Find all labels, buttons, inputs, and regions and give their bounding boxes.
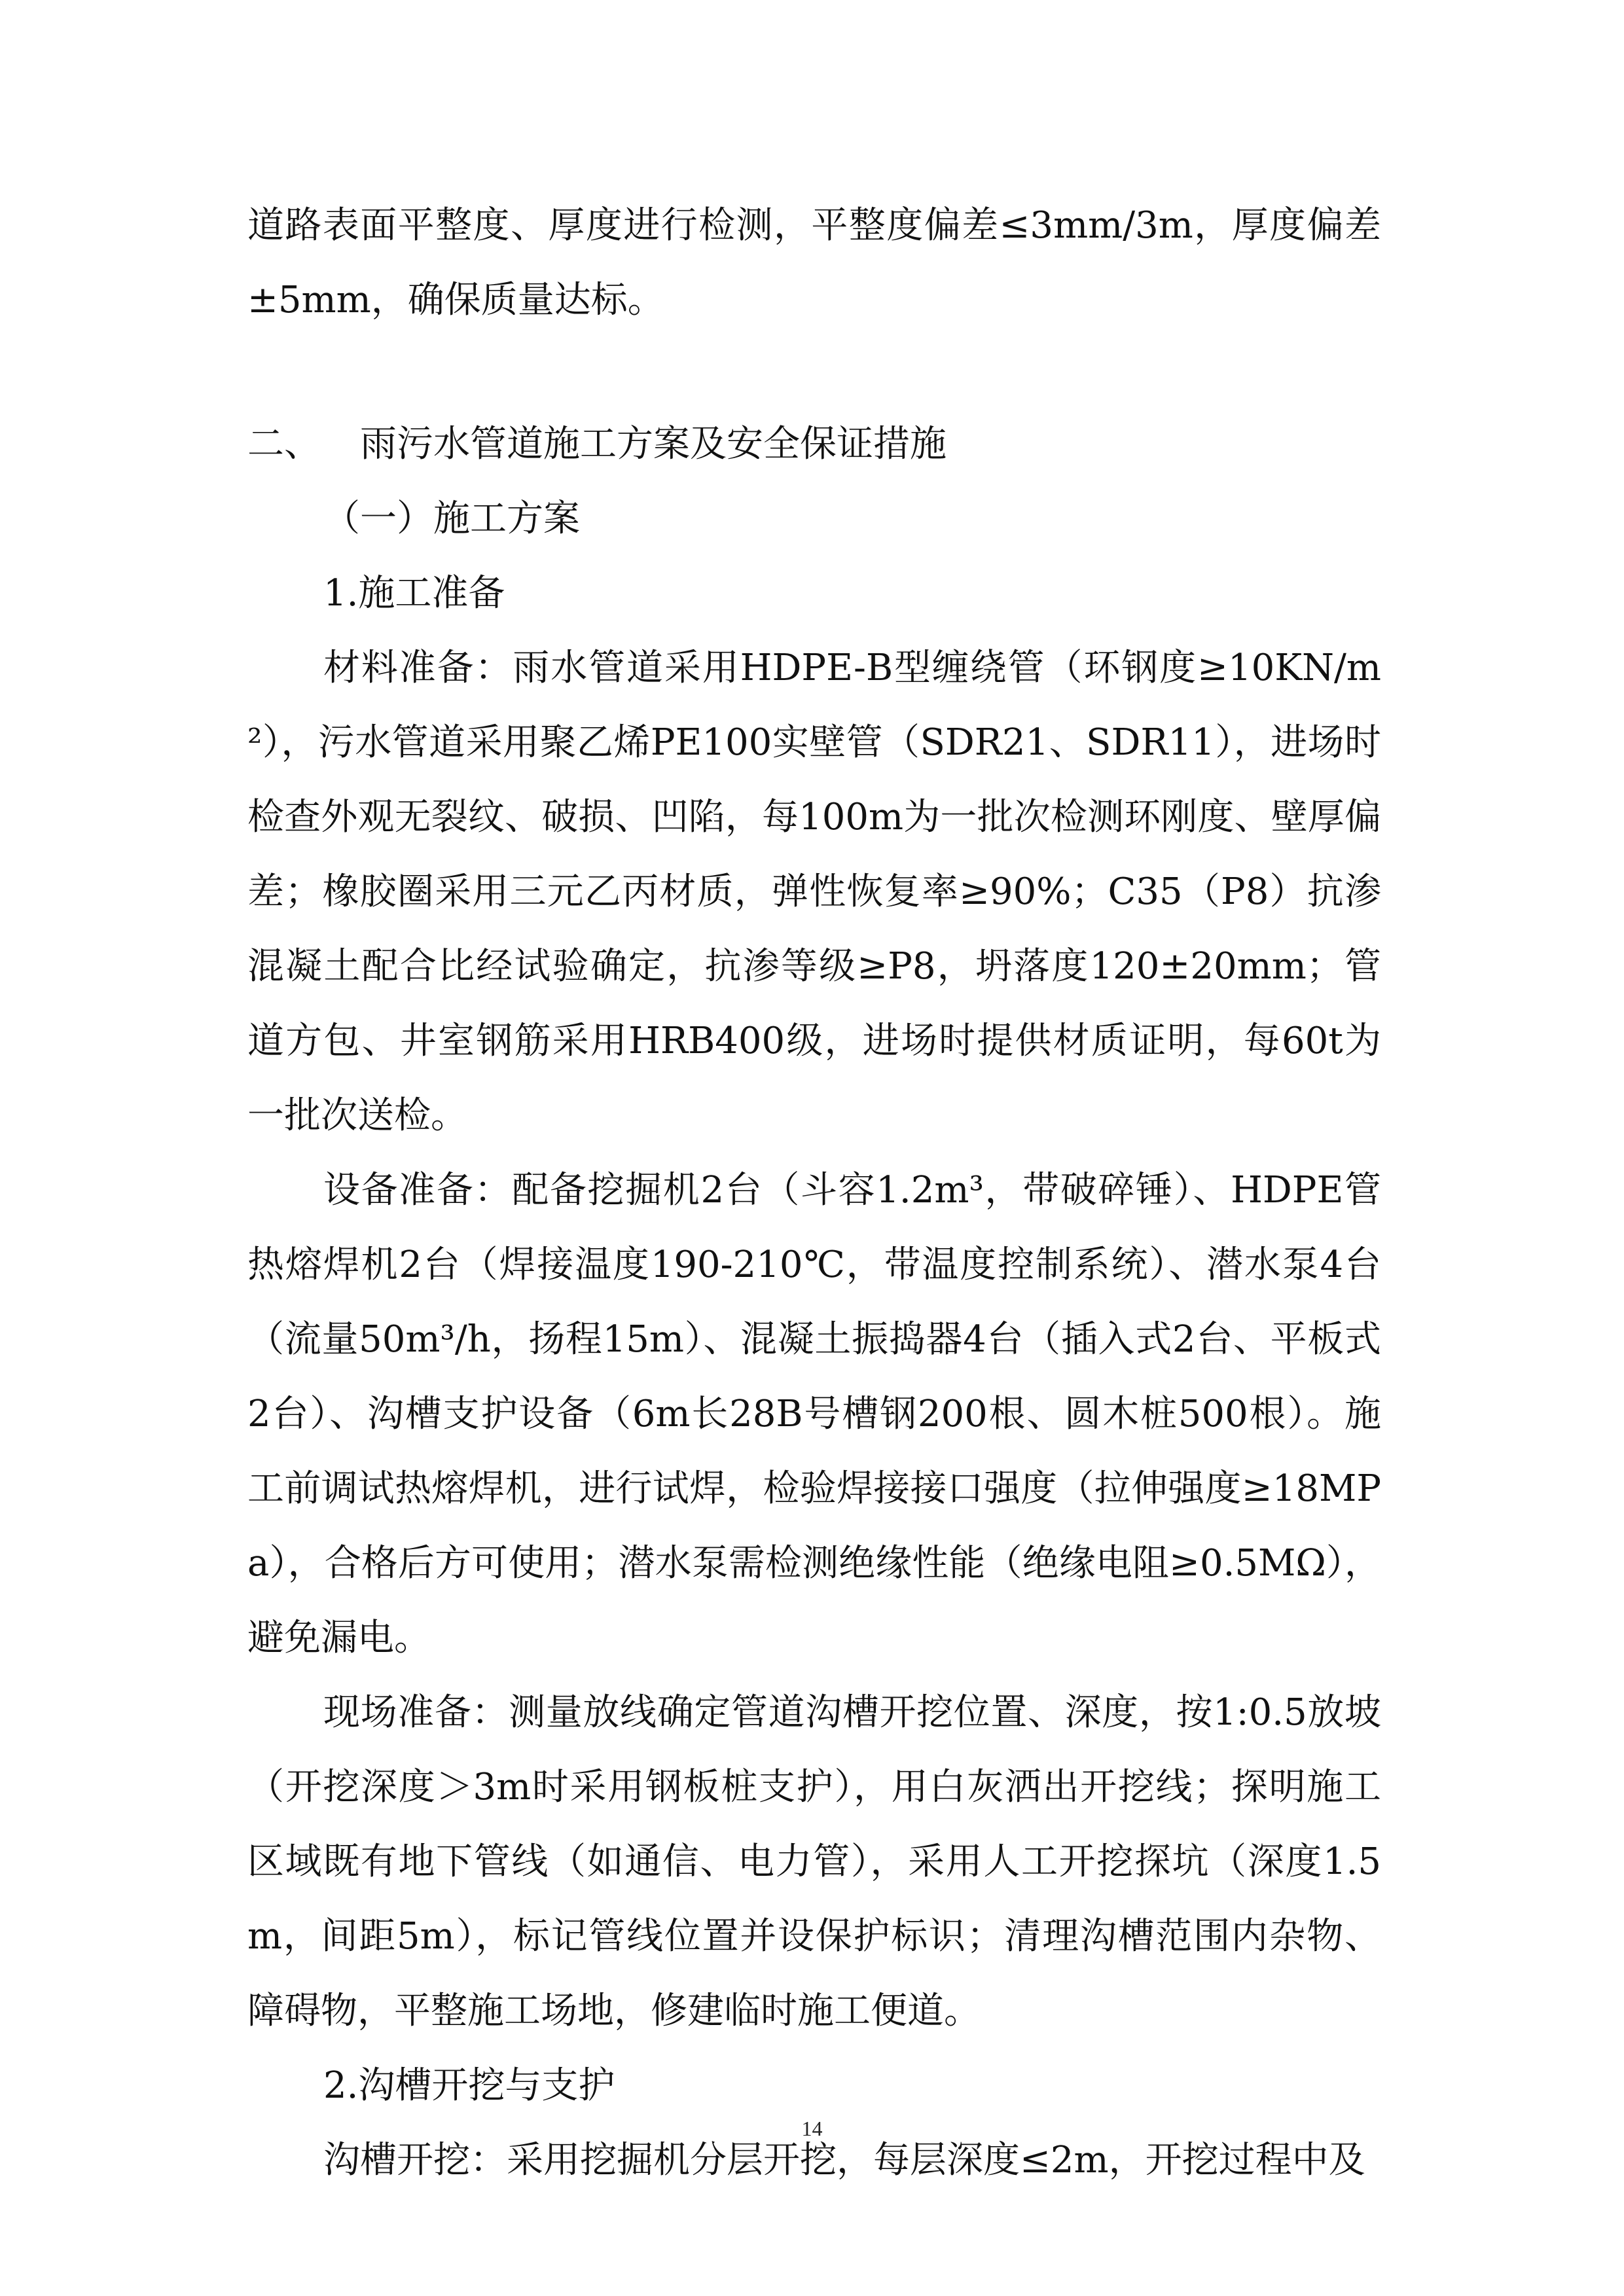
site-paragraph: 现场准备：测量放线确定管道沟槽开挖位置、深度，按1:0.5放坡（开挖深度＞3m时采用钢板桩支护），用白灰洒出开挖线；探明施工区域既有地下管线（如通信、电力管），采用人工开挖探坑（深度1.5m，间距5m），标记管线位置并设保护标识；清理沟槽范围内杂物、障碍物，平整施工场地，修建临时施工便道。: [247, 1691, 1381, 2032]
section-title: 雨污水管道施工方案及安全保证措施: [360, 423, 947, 465]
paragraph-spacer: [247, 338, 1381, 407]
materials-paragraph: 材料准备：雨水管道采用HDPE-B型缠绕管（环钢度≥10KN/m²），污水管道采用聚乙烯PE100实壁管（SDR21、SDR11），进场时检查外观无裂纹、破损、凹陷，每100m为一批次检测环刚度、壁厚偏差；橡胶圈采用三元乙丙材质，弹性恢复率≥90%；C35（P8）抗渗混凝土配合比经试验确定，抗渗等级≥P8，坍落度120±20mm；管道方包、井室钢筋采用HRB400级，进场时提供材质证明，每60t为一批次送检。: [247, 647, 1381, 1137]
equipment-paragraph: 设备准备：配备挖掘机2台（斗容1.2m³，带破碎锤）、HDPE管热熔焊机2台（焊接温度190-210℃，带温度控制系统）、潜水泵4台（流量50m³/h，扬程15m）、混凝土振捣器4台（插入式2台、平板式2台）、沟槽支护设备（6m长28B号槽钢200根、圆木桩500根）。施工前调试热熔焊机，进行试焊，检验焊接接口强度（拉伸强度≥18MPa），合格后方可使用；潜水泵需检测绝缘性能（绝缘电阻≥0.5MΩ），避免漏电。: [247, 1169, 1381, 1659]
item-heading-construction-preparation: 1.施工准备: [323, 572, 505, 615]
page-number: 14: [801, 2117, 823, 2140]
section-number: 二、: [247, 423, 321, 465]
item-heading-trench-excavation: 2.沟槽开挖与支护: [323, 2064, 615, 2107]
page-body: [247, 188, 1381, 2198]
section-heading: [247, 407, 1381, 482]
continuation-paragraph: 道路表面平整度、厚度进行检测，平整度偏差≤3mm/3m，厚度偏差±5mm，确保质量达标。: [247, 204, 1381, 321]
trench-paragraph: 沟槽开挖：采用挖掘机分层开挖，每层深度≤2m，开挖过程中及: [323, 2139, 1365, 2181]
subsection-heading: （一）施工方案: [323, 497, 580, 540]
